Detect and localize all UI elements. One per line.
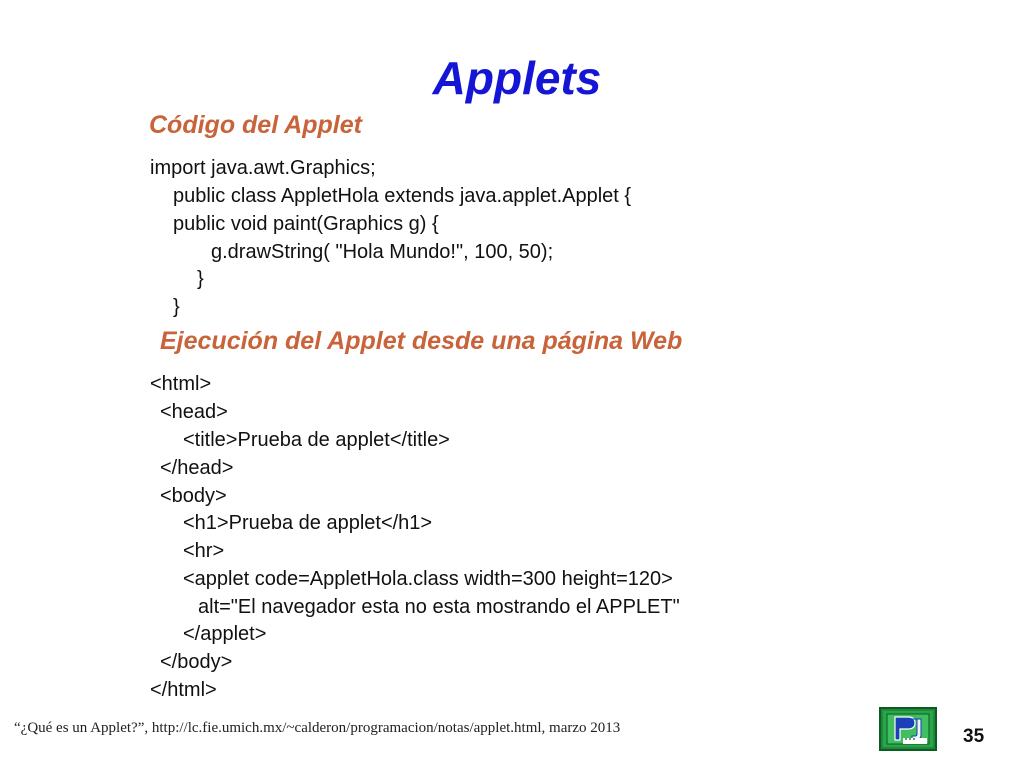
code-line: </applet> xyxy=(183,623,267,645)
code-line: g.drawString( "Hola Mundo!", 100, 50); xyxy=(211,241,554,263)
code-line: <h1>Prueba de applet</h1> xyxy=(183,512,433,534)
code-line: <html> xyxy=(150,373,212,395)
source-citation: “¿Qué es un Applet?”, http://lc.fie.umich.mx/~calderon/programacion/notas/applet.html, marzo 2013 xyxy=(14,720,621,736)
code-line: } xyxy=(197,268,204,290)
code-line: <body> xyxy=(160,485,227,507)
university-logo-icon xyxy=(879,707,937,751)
page-number: 35 xyxy=(963,726,985,747)
code-line: <applet code=AppletHola.class width=300 height=120> xyxy=(183,568,673,590)
code-line: </html> xyxy=(150,679,217,701)
web-section-heading: Ejecución del Applet desde una página Web xyxy=(160,327,683,355)
code-line: } xyxy=(173,296,180,318)
code-line: <head> xyxy=(160,401,228,423)
code-section-heading: Código del Applet xyxy=(149,111,362,139)
code-line: import java.awt.Graphics; xyxy=(150,157,376,179)
code-line: <hr> xyxy=(183,540,225,562)
code-line: alt="El navegador esta no esta mostrando el APPLET" xyxy=(198,596,680,618)
code-line: public void paint(Graphics g) { xyxy=(173,213,439,235)
code-line: <title>Prueba de applet</title> xyxy=(183,429,450,451)
code-line: </head> xyxy=(160,457,234,479)
code-line: </body> xyxy=(160,651,233,673)
slide-title: Applets xyxy=(432,52,602,104)
code-line: public class AppletHola extends java.applet.Applet { xyxy=(173,185,632,207)
